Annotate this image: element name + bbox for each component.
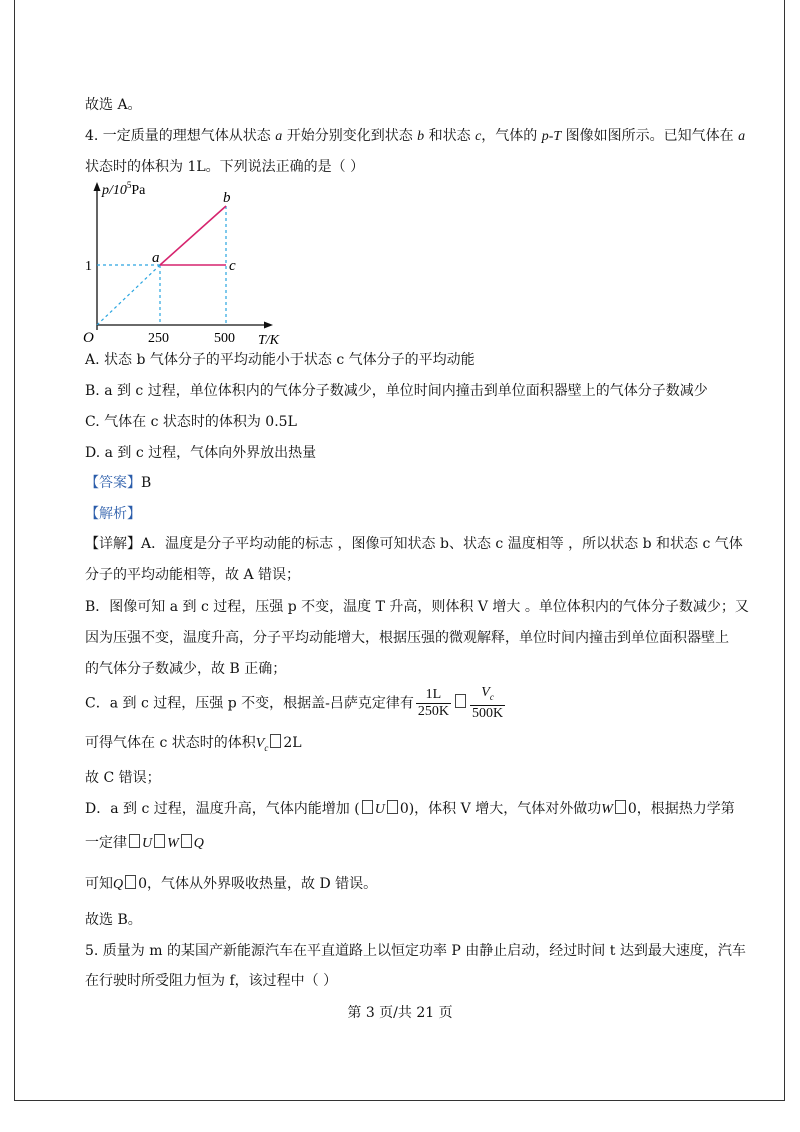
option-b: B. a 到 c 过程，单位体积内的气体分子数减少，单位时间内撞击到单位面积器壁上的气体分子数减少 [85, 383, 708, 399]
x-axis-arrow [264, 322, 273, 329]
missing-glyph-box [387, 800, 398, 814]
detail-line-d3: 可知Q 0，气体从外界吸收热量，故 D 错误。 [85, 876, 378, 892]
detail-line: 因为压强不变，温度升高，分子平均动能增大，根据压强的微观解释，单位时间内撞击到单位面积器壁上 [85, 630, 729, 646]
missing-glyph-box [129, 834, 140, 848]
question-4-line1: 4. 一定质量的理想气体从状态 a 开始分别变化到状态 b 和状态 c，气体的 p-T 图像如图所示。已知气体在 a [85, 128, 746, 144]
dash-origin-a [97, 265, 160, 325]
missing-glyph-box [615, 800, 626, 814]
y-axis-label: $p/10^5Pa$ [102, 180, 146, 198]
question-4-line2: 状态时的体积为 1L。下列说法正确的是（ ） [85, 159, 365, 175]
option-a: A. 状态 b 气体分子的平均动能小于状态 c 气体分子的平均动能 [85, 352, 475, 368]
text-line: 故选 A。 [85, 97, 142, 113]
point-b-label: b [223, 190, 231, 206]
text-line: 故选 B。 [85, 912, 142, 928]
missing-glyph-box [181, 834, 192, 848]
missing-glyph-box [362, 800, 373, 814]
missing-glyph-box [125, 875, 136, 889]
answer: 【答案】B [85, 475, 152, 491]
origin-label: O [83, 330, 94, 346]
option-d: D. a 到 c 过程，气体向外界放出热量 [85, 445, 317, 461]
x-tick-250: 250 [148, 331, 169, 346]
pt-graph [80, 180, 290, 350]
detail-line: 故 C 错误； [85, 770, 161, 786]
line-a-to-b [160, 206, 226, 265]
detail-line-c-formula: C．a 到 c 过程，压强 p 不变，根据盖-吕萨克定律有 $\frac{1L}{250K}$ $\frac{V_c}{500K}$ [85, 685, 504, 721]
fraction-1: $\frac{1L}{250K}$ [417, 686, 449, 719]
missing-glyph-box [154, 834, 165, 848]
question-5-line2: 在行驶时所受阻力恒为 f，该过程中（ ） [85, 973, 338, 989]
detail-line: 可得气体在 c 状态时的体积$V_c$ 2L [85, 735, 302, 753]
point-c-label: c [229, 258, 236, 274]
option-c: C. 气体在 c 状态时的体积为 0.5L [85, 414, 297, 430]
detail-line: B．图像可知 a 到 c 过程，压强 p 不变，温度 T 升高，则体积 V 增大 。单位体积内的气体分子数减少；又 [85, 599, 749, 615]
fraction-2: $\frac{V_c}{500K}$ [471, 685, 504, 721]
point-a-label: a [152, 250, 160, 266]
page-footer: 第 3 页/共 21 页 [347, 1005, 453, 1021]
x-tick-500: 500 [214, 331, 235, 346]
y-tick-1: 1 [85, 259, 92, 274]
detail-line-d2: 一定律 U W Q [85, 835, 204, 851]
y-axis-arrow [94, 182, 101, 191]
analysis-heading: 【解析】 [85, 506, 141, 522]
question-5-line1: 5. 质量为 m 的某国产新能源汽车在平直道路上以恒定功率 P 由静止启动，经过时间 t 达到最大速度，汽车 [85, 943, 746, 959]
missing-glyph-box [455, 694, 466, 708]
detail-line: 【详解】A．温度是分子平均动能的标志 ，图像可知状态 b、状态 c 温度相等 ，所以状态 b 和状态 c 气体 [85, 536, 743, 552]
detail-line: 分子的平均动能相等，故 A 错误； [85, 567, 301, 583]
x-axis-label: T/K [258, 333, 280, 348]
missing-glyph-box [270, 734, 281, 748]
detail-line-d: D．a 到 c 过程，温度升高，气体内能增加 ( U 0)，体积 V 增大，气体对外做功W 0，根据热力学第 [85, 801, 735, 817]
detail-line: 的气体分子数减少，故 B 正确； [85, 661, 287, 677]
